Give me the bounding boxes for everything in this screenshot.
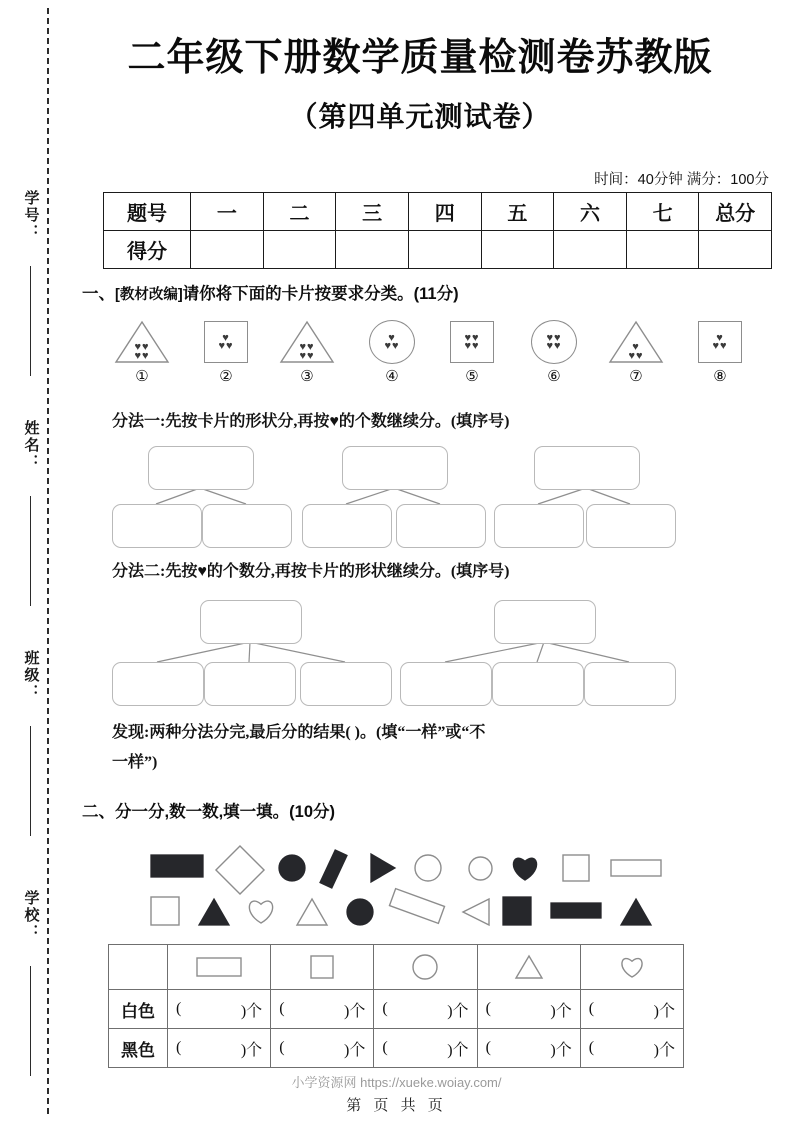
tree-child-box[interactable] xyxy=(204,662,296,706)
tree-connector-line xyxy=(537,642,544,662)
heart-icon-row: ♥♥ xyxy=(464,331,480,344)
tree-parent-box[interactable] xyxy=(148,446,254,490)
unit-label: )个 xyxy=(344,1041,366,1059)
paren-open: ( xyxy=(382,1000,388,1017)
score-input-cell-2[interactable] xyxy=(336,231,409,269)
black-circle-icon xyxy=(278,854,306,882)
card-8 xyxy=(682,318,758,386)
student-info-label-2 xyxy=(14,650,48,706)
paren-open: ( xyxy=(279,1000,285,1017)
score-table-column-header-2: 三 xyxy=(336,193,409,231)
answer-table-header-rectangle-icon xyxy=(168,945,271,990)
black-rectangle-icon xyxy=(150,854,204,878)
answer-cell-1-3[interactable] xyxy=(477,1029,580,1068)
card-shape-triangle-icon xyxy=(104,318,180,366)
tree-child-box[interactable] xyxy=(300,662,392,706)
card-shape-triangle-icon xyxy=(269,318,345,366)
page-subtitle: （第四单元测试卷） xyxy=(289,101,551,132)
classification-tree-2[interactable] xyxy=(104,598,704,708)
answer-table-header-heart-icon xyxy=(580,945,683,990)
finding-line-2: 一样”) xyxy=(112,754,158,771)
q2-points: (10分) xyxy=(289,803,336,821)
white-square-icon xyxy=(562,854,590,882)
table-header-row xyxy=(109,945,684,990)
tree-child-box[interactable] xyxy=(112,662,204,706)
student-info-text: 班级： xyxy=(22,650,40,701)
answer-table-header-square-icon xyxy=(271,945,374,990)
square-outline xyxy=(698,321,742,363)
square-outline xyxy=(204,321,248,363)
count-answer-table[interactable] xyxy=(108,944,684,1068)
card-number-label: ⑧ xyxy=(713,369,727,385)
student-info-rule xyxy=(30,496,31,606)
paren-open: ( xyxy=(485,1000,491,1017)
answer-cell-0-1[interactable] xyxy=(271,990,374,1029)
card-number-label: ④ xyxy=(385,369,399,385)
card-6 xyxy=(516,318,592,386)
student-info-label-1 xyxy=(14,420,48,476)
white-square-icon xyxy=(150,896,180,926)
heart-icon-row: ♥♥ xyxy=(218,340,234,352)
answer-row-label-0: 白色 xyxy=(109,990,168,1029)
heart-icon-row: ♥♥ xyxy=(464,340,480,352)
heart-icon-row: ♥♥ xyxy=(546,331,562,344)
score-table-row-label: 得分 xyxy=(104,231,191,269)
card-3 xyxy=(269,318,345,386)
tree-connector-line xyxy=(200,488,246,504)
triangle-outline xyxy=(279,320,335,364)
white-diamond-icon xyxy=(215,845,266,896)
tree-child-box[interactable] xyxy=(400,662,492,706)
tree-child-box[interactable] xyxy=(494,504,584,548)
tree-child-box[interactable] xyxy=(586,504,676,548)
square-icon xyxy=(272,955,372,979)
tree-parent-box[interactable] xyxy=(534,446,640,490)
tree-connector-line xyxy=(346,488,394,504)
unit-label: )个 xyxy=(653,1002,675,1020)
answer-cell-1-2[interactable] xyxy=(374,1029,477,1068)
tree-connector-line xyxy=(157,642,250,662)
score-table xyxy=(103,192,772,269)
black-square-icon xyxy=(502,896,532,926)
black-rectangle-icon xyxy=(319,849,349,890)
score-input-cell-3[interactable] xyxy=(408,231,481,269)
tree-parent-box[interactable] xyxy=(494,600,596,644)
student-info-text: 姓名： xyxy=(22,420,40,471)
q2-text: 分一分,数一数,填一填。 xyxy=(115,803,290,821)
tree-child-box[interactable] xyxy=(112,504,202,548)
unit-label: )个 xyxy=(447,1041,469,1059)
black-triangle-icon xyxy=(198,898,230,926)
tree-connector-line xyxy=(394,488,440,504)
card-shape-square-icon xyxy=(682,318,758,366)
heart-group xyxy=(628,343,643,360)
q1-points: (11分) xyxy=(413,285,459,303)
tree-connector-line xyxy=(538,488,586,504)
table-row xyxy=(104,193,772,231)
white-rectangle-icon xyxy=(610,859,662,877)
student-info-column xyxy=(14,150,48,1070)
question-1-heading xyxy=(82,280,459,304)
unit-label: )个 xyxy=(550,1041,572,1059)
page-number: 第 页 共 页 xyxy=(346,1097,447,1114)
answer-cell-1-4[interactable] xyxy=(580,1029,683,1068)
heart-icon-row: ♥♥ xyxy=(299,341,315,353)
score-table-column-header-6: 七 xyxy=(626,193,699,231)
paren-open: ( xyxy=(176,1039,182,1056)
answer-cell-1-1[interactable] xyxy=(271,1029,374,1068)
student-info-rule xyxy=(30,966,31,1076)
score-table-column-header-0: 一 xyxy=(191,193,264,231)
answer-cell-0-2[interactable] xyxy=(374,990,477,1029)
unit-label: )个 xyxy=(653,1041,675,1059)
card-4 xyxy=(354,318,430,386)
paren-open: ( xyxy=(588,1000,595,1017)
heart-icon-row: ♥♥ xyxy=(546,340,562,352)
tree-connector-line xyxy=(249,642,250,662)
answer-blank[interactable] xyxy=(582,998,682,1021)
q2-number: 二、 xyxy=(82,803,115,821)
unit-label: )个 xyxy=(344,1002,366,1020)
tree-connector-line xyxy=(250,642,345,662)
heart-group xyxy=(464,331,480,352)
score-table-column-header-7: 总分 xyxy=(699,193,772,231)
card-1 xyxy=(104,318,180,386)
black-circle-icon xyxy=(346,898,374,926)
question-2-heading xyxy=(82,798,335,822)
paren-open: ( xyxy=(588,1039,595,1056)
unit-label: )个 xyxy=(447,1002,469,1020)
heart-icon-row: ♥♥ xyxy=(712,340,728,352)
paren-open: ( xyxy=(176,1000,182,1017)
heart-group xyxy=(134,343,149,360)
finding-note xyxy=(112,718,752,778)
tree-child-box[interactable] xyxy=(492,662,584,706)
student-info-label-0 xyxy=(14,190,48,246)
tree-connector-line xyxy=(586,488,630,504)
tree-child-box[interactable] xyxy=(396,504,486,548)
white-triangle-icon xyxy=(462,898,490,926)
black-triangle-icon xyxy=(620,898,652,926)
tree-connector-line xyxy=(156,488,200,504)
finding-line-1: 发现:两种分法分完,最后分的结果( )。(填“一样”或“不 xyxy=(112,724,486,741)
triangle-outline xyxy=(114,320,170,364)
method-1-label: 分法一:先按卡片的形状分,再按♥的个数继续分。(填序号) xyxy=(112,413,510,430)
tree-child-box[interactable] xyxy=(302,504,392,548)
heart-group xyxy=(712,331,728,352)
q1-text: 请你将下面的卡片按要求分类。 xyxy=(182,285,414,303)
card-number-label: ⑦ xyxy=(629,369,643,385)
score-input-cell-7[interactable] xyxy=(699,231,772,269)
card-shape-circle-icon xyxy=(354,318,430,366)
heart-icon-row: ♥♥ xyxy=(134,341,150,353)
answer-table-header-triangle-icon xyxy=(477,945,580,990)
answer-cell-0-4[interactable] xyxy=(580,990,683,1029)
card-5 xyxy=(434,318,510,386)
heart-group xyxy=(546,331,562,352)
table-row xyxy=(109,990,684,1029)
score-table-column-header-5: 六 xyxy=(554,193,627,231)
score-input-cell-0[interactable] xyxy=(191,231,264,269)
heart-group xyxy=(384,331,400,352)
answer-cell-0-3[interactable] xyxy=(477,990,580,1029)
score-input-cell-5[interactable] xyxy=(554,231,627,269)
heart-icon-row: ♥♥ xyxy=(299,349,315,362)
heart-icon-row: ♥ xyxy=(632,341,640,353)
student-info-rule xyxy=(30,266,31,376)
site-watermark: 小学资源网 https://xueke.woiay.com/ xyxy=(291,1075,502,1090)
card-shape-square-icon xyxy=(188,318,264,366)
heart-icon-row: ♥ xyxy=(716,331,724,344)
tree-parent-box[interactable] xyxy=(342,446,448,490)
heart-icon-row: ♥♥ xyxy=(384,340,400,352)
answer-cell-1-0[interactable] xyxy=(168,1029,271,1068)
card-number-label: ⑤ xyxy=(465,369,479,385)
white-triangle-icon xyxy=(296,898,328,926)
tree-parent-box[interactable] xyxy=(200,600,302,644)
shape-field xyxy=(150,852,740,932)
score-table-column-header-1: 二 xyxy=(263,193,336,231)
score-input-cell-1[interactable] xyxy=(263,231,336,269)
tree-connector-line xyxy=(544,642,629,662)
score-input-cell-4[interactable] xyxy=(481,231,554,269)
circle-outline xyxy=(531,320,577,364)
answer-blank[interactable] xyxy=(479,1037,579,1060)
student-info-rule xyxy=(30,726,31,836)
student-info-text: 学号： xyxy=(22,190,40,241)
heart-icon xyxy=(582,955,682,979)
unit-label: )个 xyxy=(240,1002,263,1020)
answer-blank[interactable] xyxy=(169,998,269,1021)
black-rectangle-icon xyxy=(550,902,602,919)
heart-icon-row: ♥ xyxy=(222,331,230,344)
tree-child-box[interactable] xyxy=(584,662,676,706)
q1-number: 一、 xyxy=(82,285,115,303)
page-title: 二年级下册数学质量检测卷苏教版 xyxy=(127,37,713,79)
heart-icon-row: ♥♥ xyxy=(628,349,644,362)
card-number-label: ⑥ xyxy=(547,369,561,385)
black-heart-icon xyxy=(510,854,540,882)
heart-group xyxy=(218,331,234,352)
card-2 xyxy=(188,318,264,386)
score-input-cell-6[interactable] xyxy=(626,231,699,269)
answer-blank[interactable] xyxy=(479,998,579,1021)
tree-connector-line xyxy=(445,642,544,662)
student-info-label-3 xyxy=(14,890,48,946)
card-7 xyxy=(598,318,674,386)
exam-meta: 时间：40分钟 满分：100分 xyxy=(594,172,769,188)
heart-icon-row: ♥ xyxy=(388,331,396,344)
answer-blank[interactable] xyxy=(375,1037,475,1060)
unit-label: )个 xyxy=(550,1002,572,1020)
circle-outline xyxy=(369,320,415,364)
heart-group xyxy=(299,343,314,360)
answer-table-corner-cell xyxy=(109,945,168,990)
card-row xyxy=(104,318,764,390)
answer-cell-0-0[interactable] xyxy=(168,990,271,1029)
card-number-label: ③ xyxy=(300,369,314,385)
unit-label: )个 xyxy=(240,1041,263,1059)
answer-blank[interactable] xyxy=(272,1037,372,1060)
score-table-column-header-4: 五 xyxy=(481,193,554,231)
tree-child-box[interactable] xyxy=(202,504,292,548)
answer-blank[interactable] xyxy=(582,1037,682,1060)
white-circle-icon xyxy=(414,854,442,882)
square-outline xyxy=(450,321,494,363)
white-heart-icon xyxy=(246,897,276,925)
triangle-icon xyxy=(479,955,579,979)
heart-icon-row: ♥♥ xyxy=(134,349,150,362)
card-shape-square-icon xyxy=(434,318,510,366)
score-table-column-header-3: 四 xyxy=(408,193,481,231)
paren-open: ( xyxy=(485,1039,491,1056)
card-number-label: ② xyxy=(219,369,233,385)
table-row xyxy=(104,231,772,269)
rectangle-icon xyxy=(169,957,269,977)
card-shape-circle-icon xyxy=(516,318,592,366)
student-info-text: 学校： xyxy=(22,890,40,941)
circle-icon xyxy=(375,954,475,980)
white-rectangle-icon xyxy=(388,887,446,924)
card-shape-triangle-icon xyxy=(598,318,674,366)
paren-open: ( xyxy=(382,1039,388,1056)
table-row xyxy=(109,1029,684,1068)
answer-row-label-1: 黑色 xyxy=(109,1029,168,1068)
triangle-outline xyxy=(608,320,664,364)
answer-table-header-circle-icon xyxy=(374,945,477,990)
answer-blank[interactable] xyxy=(169,1037,269,1060)
answer-blank[interactable] xyxy=(375,998,475,1021)
card-number-label: ① xyxy=(135,369,149,385)
score-table-row-label: 题号 xyxy=(104,193,191,231)
q1-tag: [教材改编] xyxy=(115,287,183,303)
white-circle-icon xyxy=(468,856,493,881)
black-triangle-icon xyxy=(370,853,396,883)
answer-blank[interactable] xyxy=(272,998,372,1021)
classification-tree-1[interactable] xyxy=(104,444,704,544)
paren-open: ( xyxy=(279,1039,285,1056)
method-2-label: 分法二:先按♥的个数分,再按卡片的形状继续分。(填序号) xyxy=(112,563,510,580)
